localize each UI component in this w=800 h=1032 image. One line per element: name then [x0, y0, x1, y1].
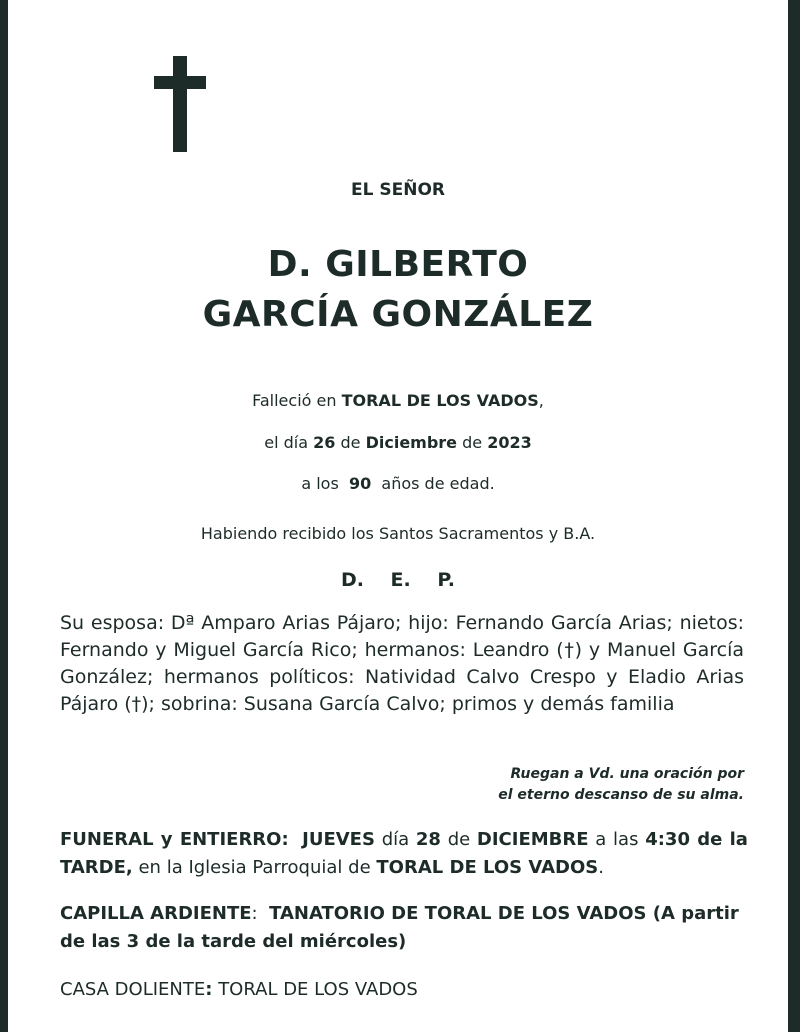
prayer-request: Ruegan a Vd. una oración por el eterno descanso de su alma. — [498, 766, 744, 803]
funeral-info: FUNERAL y ENTIERRO: JUEVES día 28 de DICIEMBRE a las 4:30 de la TARDE, en la Iglesia Parroquial de TORAL DE LOS VADOS. — [60, 829, 748, 878]
deceased-name-line1: D. GILBERTO — [267, 244, 529, 285]
death-date-line: el día 26 de Diciembre de 2023 — [264, 433, 532, 452]
casa-doliente-info: CASA DOLIENTE: TORAL DE LOS VADOS — [60, 979, 418, 1000]
family-paragraph: Su esposa: Dª Amparo Arias Pájaro; hijo: Fernando García Arias; nietos: Fernando y Miguel García Rico; hermanos: Leandro (†) y Manuel García González; hermanos políticos: Natividad Calvo Crespo y Eladio Arias Pájaro (†); sobrina: Susana García Calvo; primos y demás familia — [60, 612, 744, 715]
death-place-line: Falleció en TORAL DE LOS VADOS, — [252, 391, 544, 410]
capilla-info: CAPILLA ARDIENTE: TANATORIO DE TORAL DE LOS VADOS (A partir de las 3 de la tarde del miércoles) — [60, 903, 739, 952]
cross-icon — [154, 56, 206, 152]
death-place: TORAL DE LOS VADOS — [341, 391, 539, 410]
deceased-name-line2: GARCÍA GONZÁLEZ — [202, 294, 594, 335]
sacraments-text: Habiendo recibido los Santos Sacramentos y B.A. — [200, 524, 596, 543]
lead-text: EL SEÑOR — [351, 180, 445, 200]
age-line: a los 90 años de edad. — [301, 474, 495, 493]
obituary-page — [8, 0, 788, 1032]
dep-text: D. E. P. — [340, 569, 456, 591]
